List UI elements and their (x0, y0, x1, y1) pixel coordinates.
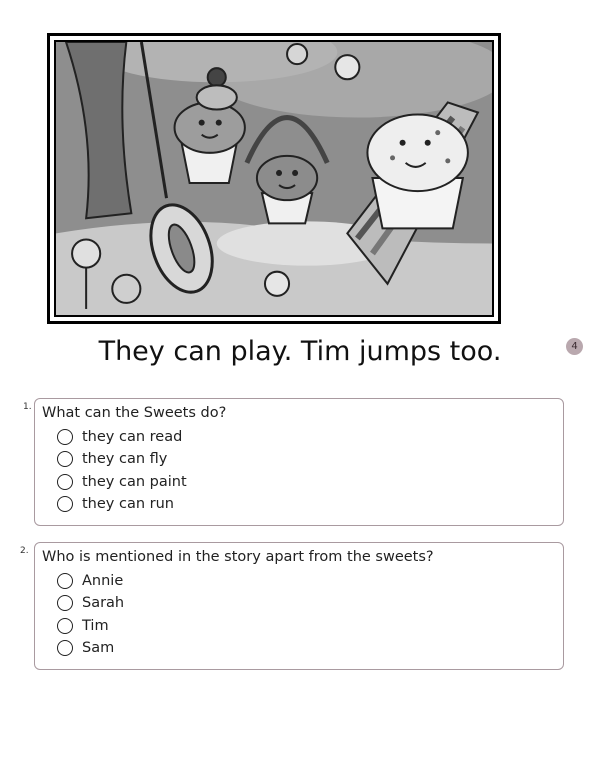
answer-label: they can paint (82, 474, 187, 490)
question-card-1 (34, 398, 564, 526)
story-illustration-frame (47, 33, 501, 324)
answer-label: they can fly (82, 451, 168, 467)
question-text: What can the Sweets do? (42, 405, 227, 421)
answer-option[interactable] (57, 494, 174, 514)
radio-button[interactable] (57, 429, 73, 445)
answer-option[interactable] (57, 638, 114, 658)
radio-button[interactable] (57, 618, 73, 634)
story-illustration (54, 40, 494, 317)
question-text: Who is mentioned in the story apart from the sweets? (42, 549, 434, 565)
radio-button[interactable] (57, 451, 73, 467)
answer-option[interactable] (57, 427, 182, 447)
question-card-2 (34, 542, 564, 670)
answer-option[interactable] (57, 616, 109, 636)
radio-button[interactable] (57, 595, 73, 611)
answer-option[interactable] (57, 571, 123, 591)
radio-button[interactable] (57, 496, 73, 512)
answer-label: Sarah (82, 595, 125, 611)
radio-button[interactable] (57, 474, 73, 490)
answer-label: Tim (82, 618, 109, 634)
answer-option[interactable] (57, 472, 187, 492)
radio-button[interactable] (57, 640, 73, 656)
cupcakes-playing-icon (56, 42, 492, 315)
page-number-badge: 4 (566, 338, 583, 355)
answer-label: Sam (82, 640, 115, 656)
answer-label: they can read (82, 429, 183, 445)
question-number: 1. (23, 402, 32, 412)
answer-option[interactable] (57, 449, 167, 469)
answer-label: Annie (82, 573, 124, 589)
story-caption: They can play. Tim jumps too. (98, 336, 502, 367)
answer-option[interactable] (57, 593, 124, 613)
radio-button[interactable] (57, 573, 73, 589)
answer-label: they can run (82, 496, 174, 512)
question-number: 2. (20, 546, 29, 556)
